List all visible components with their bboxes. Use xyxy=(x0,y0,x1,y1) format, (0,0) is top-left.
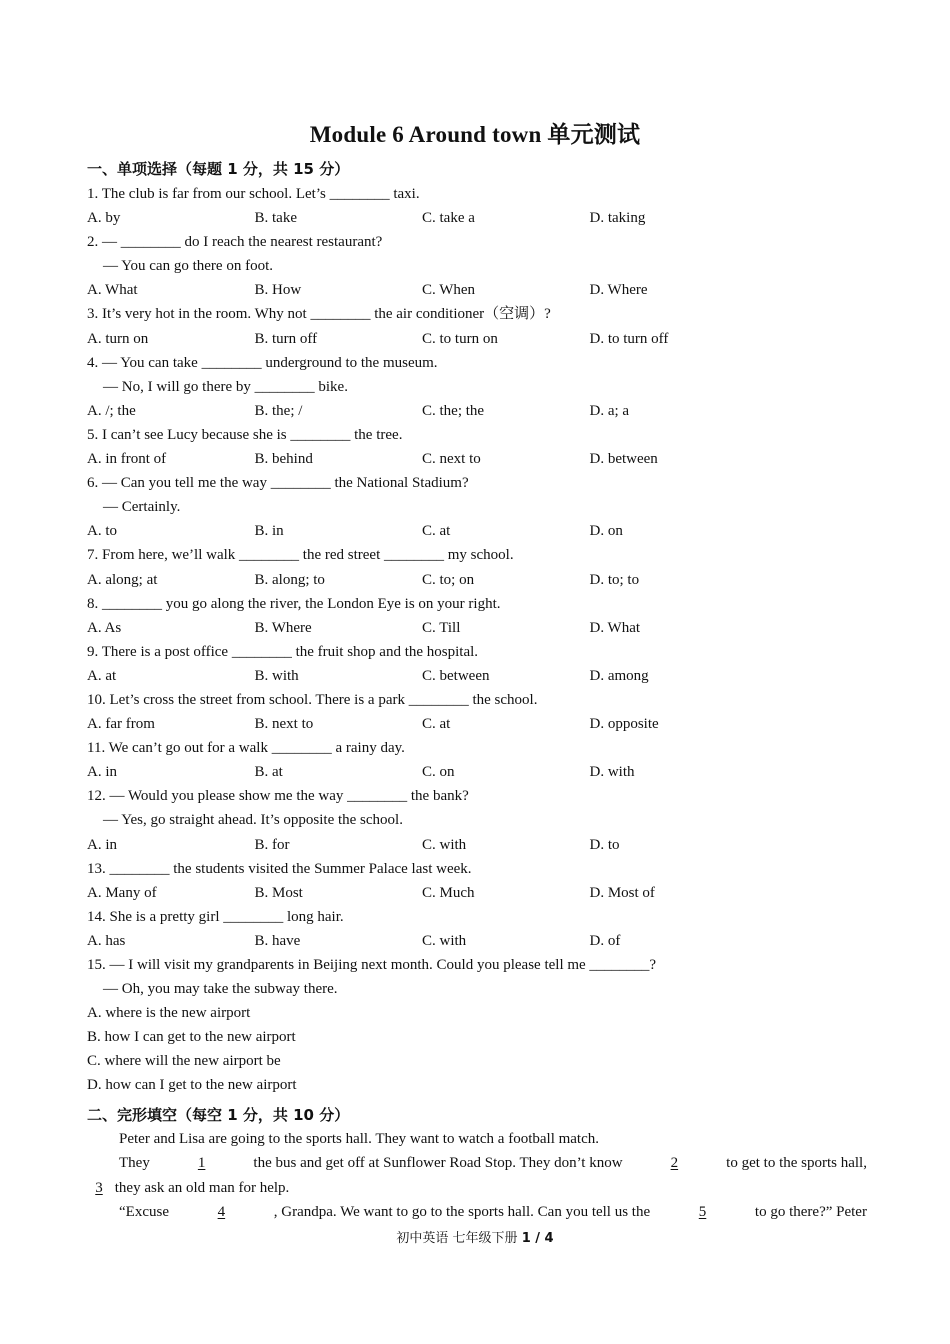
answer-option: B. for xyxy=(254,836,290,853)
options-row xyxy=(87,760,877,784)
answer-option: B. how I can get to the new airport xyxy=(87,1029,296,1046)
section-heading-multiple-choice: 一、单项选择（每题 1 分，共 15 分） xyxy=(87,160,350,178)
answer-option: A. has xyxy=(87,932,126,949)
question-stem: 9. There is a post office ________ the fruit shop and the hospital. xyxy=(87,643,479,660)
options-row xyxy=(87,399,877,423)
answer-option: B. behind xyxy=(254,451,313,468)
question-stem: 13. ________ the students visited the Summer Palace last week. xyxy=(87,860,472,877)
answer-option: B. take xyxy=(254,210,297,227)
options-row xyxy=(87,327,877,351)
answer-option: C. to turn on xyxy=(422,330,498,347)
answer-option: D. of xyxy=(589,932,621,949)
answer-option: D. Most of xyxy=(589,884,655,901)
answer-option: D. What xyxy=(589,619,641,636)
question-stem: 11. We can’t go out for a walk ________ a rainy day. xyxy=(87,740,405,757)
question-dialog-line: — No, I will go there by ________ bike. xyxy=(103,378,348,395)
answer-option: C. where will the new airport be xyxy=(87,1053,281,1070)
passage-text: They xyxy=(119,1155,150,1172)
question-stem: 7. From here, we’ll walk ________ the red street ________ my school. xyxy=(87,547,514,564)
answer-option: A. As xyxy=(87,619,122,636)
cloze-passage xyxy=(87,1127,867,1224)
answer-option: C. Till xyxy=(422,619,461,636)
answer-option: A. at xyxy=(87,667,117,684)
passage-text: “Excuse xyxy=(119,1203,169,1220)
footer-course: 初中英语 七年级下册 xyxy=(396,1231,518,1246)
passage-text: , Grandpa. We want to go to the sports hall. Can you tell us the xyxy=(273,1203,651,1220)
answer-option: C. on xyxy=(422,764,455,781)
cloze-blank: 2 xyxy=(670,1155,679,1172)
answer-option: A. in front of xyxy=(87,451,167,468)
options-row xyxy=(87,929,877,953)
answer-option: C. the; the xyxy=(422,402,485,419)
answer-option: D. with xyxy=(589,764,635,781)
answer-option: C. between xyxy=(422,667,490,684)
answer-option: D. to xyxy=(589,836,620,853)
answer-option: D. how can I get to the new airport xyxy=(87,1077,297,1094)
passage-line xyxy=(87,1200,867,1224)
question-stem: 6. — Can you tell me the way ________ the National Stadium? xyxy=(87,475,469,492)
question-stem: 5. I can’t see Lucy because she is ________ the tree. xyxy=(87,426,403,443)
question-dialog-line: — Certainly. xyxy=(103,499,181,516)
options-row xyxy=(87,206,877,230)
question-list xyxy=(87,182,877,1098)
options-row xyxy=(87,519,877,543)
options-row xyxy=(87,881,877,905)
answer-option: B. Where xyxy=(254,619,312,636)
answer-option: B. along; to xyxy=(254,571,325,588)
answer-option: B. with xyxy=(254,667,299,684)
question-dialog-line: — Yes, go straight ahead. It’s opposite the school. xyxy=(103,812,403,829)
answer-option: A. where is the new airport xyxy=(87,1005,251,1022)
answer-option: C. at xyxy=(422,523,451,540)
answer-option: C. with xyxy=(422,836,467,853)
question-stem: 2. — ________ do I reach the nearest restaurant? xyxy=(87,234,383,251)
answer-option: D. to; to xyxy=(589,571,640,588)
passage-line xyxy=(87,1151,867,1175)
answer-option: A. to xyxy=(87,523,117,540)
page-title: Module 6 Around town 单元测试 xyxy=(309,122,641,147)
options-row xyxy=(87,833,877,857)
question-stem: 15. — I will visit my grandparents in Beijing next month. Could you please tell me ________? xyxy=(87,957,657,973)
section-heading-cloze: 二、完形填空（每空 1 分，共 10 分） xyxy=(87,1106,350,1124)
answer-option: A. in xyxy=(87,836,117,853)
answer-option: B. next to xyxy=(254,716,314,733)
cloze-blank: 3 xyxy=(95,1179,103,1196)
answer-option: B. at xyxy=(254,764,283,781)
question-stem: 10. Let’s cross the street from school. There is a park ________ the school. xyxy=(87,691,538,708)
question-dialog-line: — You can go there on foot. xyxy=(103,258,273,275)
answer-option: D. taking xyxy=(589,210,646,227)
answer-option: C. Much xyxy=(422,884,475,901)
passage-text: the bus and get off at Sunflower Road Stop. They don’t know xyxy=(253,1155,623,1172)
answer-option: A. in xyxy=(87,764,117,781)
answer-option: B. turn off xyxy=(254,330,318,347)
question-stem: 8. ________ you go along the river, the London Eye is on your right. xyxy=(87,595,501,612)
cloze-blank: 1 xyxy=(197,1155,206,1172)
question-dialog-line: — Oh, you may take the subway there. xyxy=(103,981,338,998)
cloze-blank: 4 xyxy=(217,1203,226,1220)
answer-option: A. /; the xyxy=(87,402,136,419)
passage-text: to go there?” Peter xyxy=(754,1203,867,1220)
answer-option: D. Where xyxy=(589,282,648,299)
options-row xyxy=(87,447,877,471)
options-row xyxy=(87,568,877,592)
question-stem: 12. — Would you please show me the way ________ the bank? xyxy=(87,788,469,805)
answer-option: C. with xyxy=(422,932,467,949)
question-stem: 3. It’s very hot in the room. Why not ________ the air conditioner（空调）? xyxy=(87,306,551,323)
passage-line xyxy=(87,1176,867,1200)
answer-option: D. between xyxy=(589,451,658,468)
answer-option: A. What xyxy=(87,282,138,299)
options-row xyxy=(87,278,877,302)
passage-text: they ask an old man for help. xyxy=(114,1179,290,1196)
answer-option: A. Many of xyxy=(87,884,157,901)
answer-option: D. on xyxy=(589,523,623,540)
options-row xyxy=(87,712,877,736)
answer-option: D. among xyxy=(589,667,649,684)
answer-option: B. How xyxy=(254,282,302,299)
passage-line: Peter and Lisa are going to the sports hall. They want to watch a football match. xyxy=(119,1131,600,1147)
answer-option: A. turn on xyxy=(87,330,149,347)
answer-option: A. by xyxy=(87,210,121,227)
options-row xyxy=(87,616,877,640)
answer-option: B. the; / xyxy=(254,402,303,419)
footer-page-number: 1 / 4 xyxy=(521,1231,554,1246)
passage-text: to get to the sports hall, xyxy=(726,1155,867,1172)
question-stem: 1. The club is far from our school. Let’s ________ taxi. xyxy=(87,186,420,202)
cloze-blank: 5 xyxy=(698,1203,707,1220)
answer-option: B. Most xyxy=(254,884,303,901)
answer-option: C. When xyxy=(422,282,476,299)
answer-option: D. a; a xyxy=(589,402,630,419)
answer-option: B. have xyxy=(254,932,301,949)
answer-option: C. at xyxy=(422,716,451,733)
answer-option: B. in xyxy=(254,523,284,540)
page-footer xyxy=(0,1227,950,1246)
answer-option: C. to; on xyxy=(422,571,475,588)
answer-option: D. opposite xyxy=(589,716,659,733)
question-stem: 4. — You can take ________ underground to the museum. xyxy=(87,354,438,371)
question-stem: 14. She is a pretty girl ________ long hair. xyxy=(87,908,344,925)
answer-option: A. along; at xyxy=(87,571,158,588)
options-row xyxy=(87,664,877,688)
answer-option: A. far from xyxy=(87,716,155,733)
answer-option: C. take a xyxy=(422,210,475,227)
answer-option: D. to turn off xyxy=(589,330,669,347)
answer-option: C. next to xyxy=(422,451,481,468)
